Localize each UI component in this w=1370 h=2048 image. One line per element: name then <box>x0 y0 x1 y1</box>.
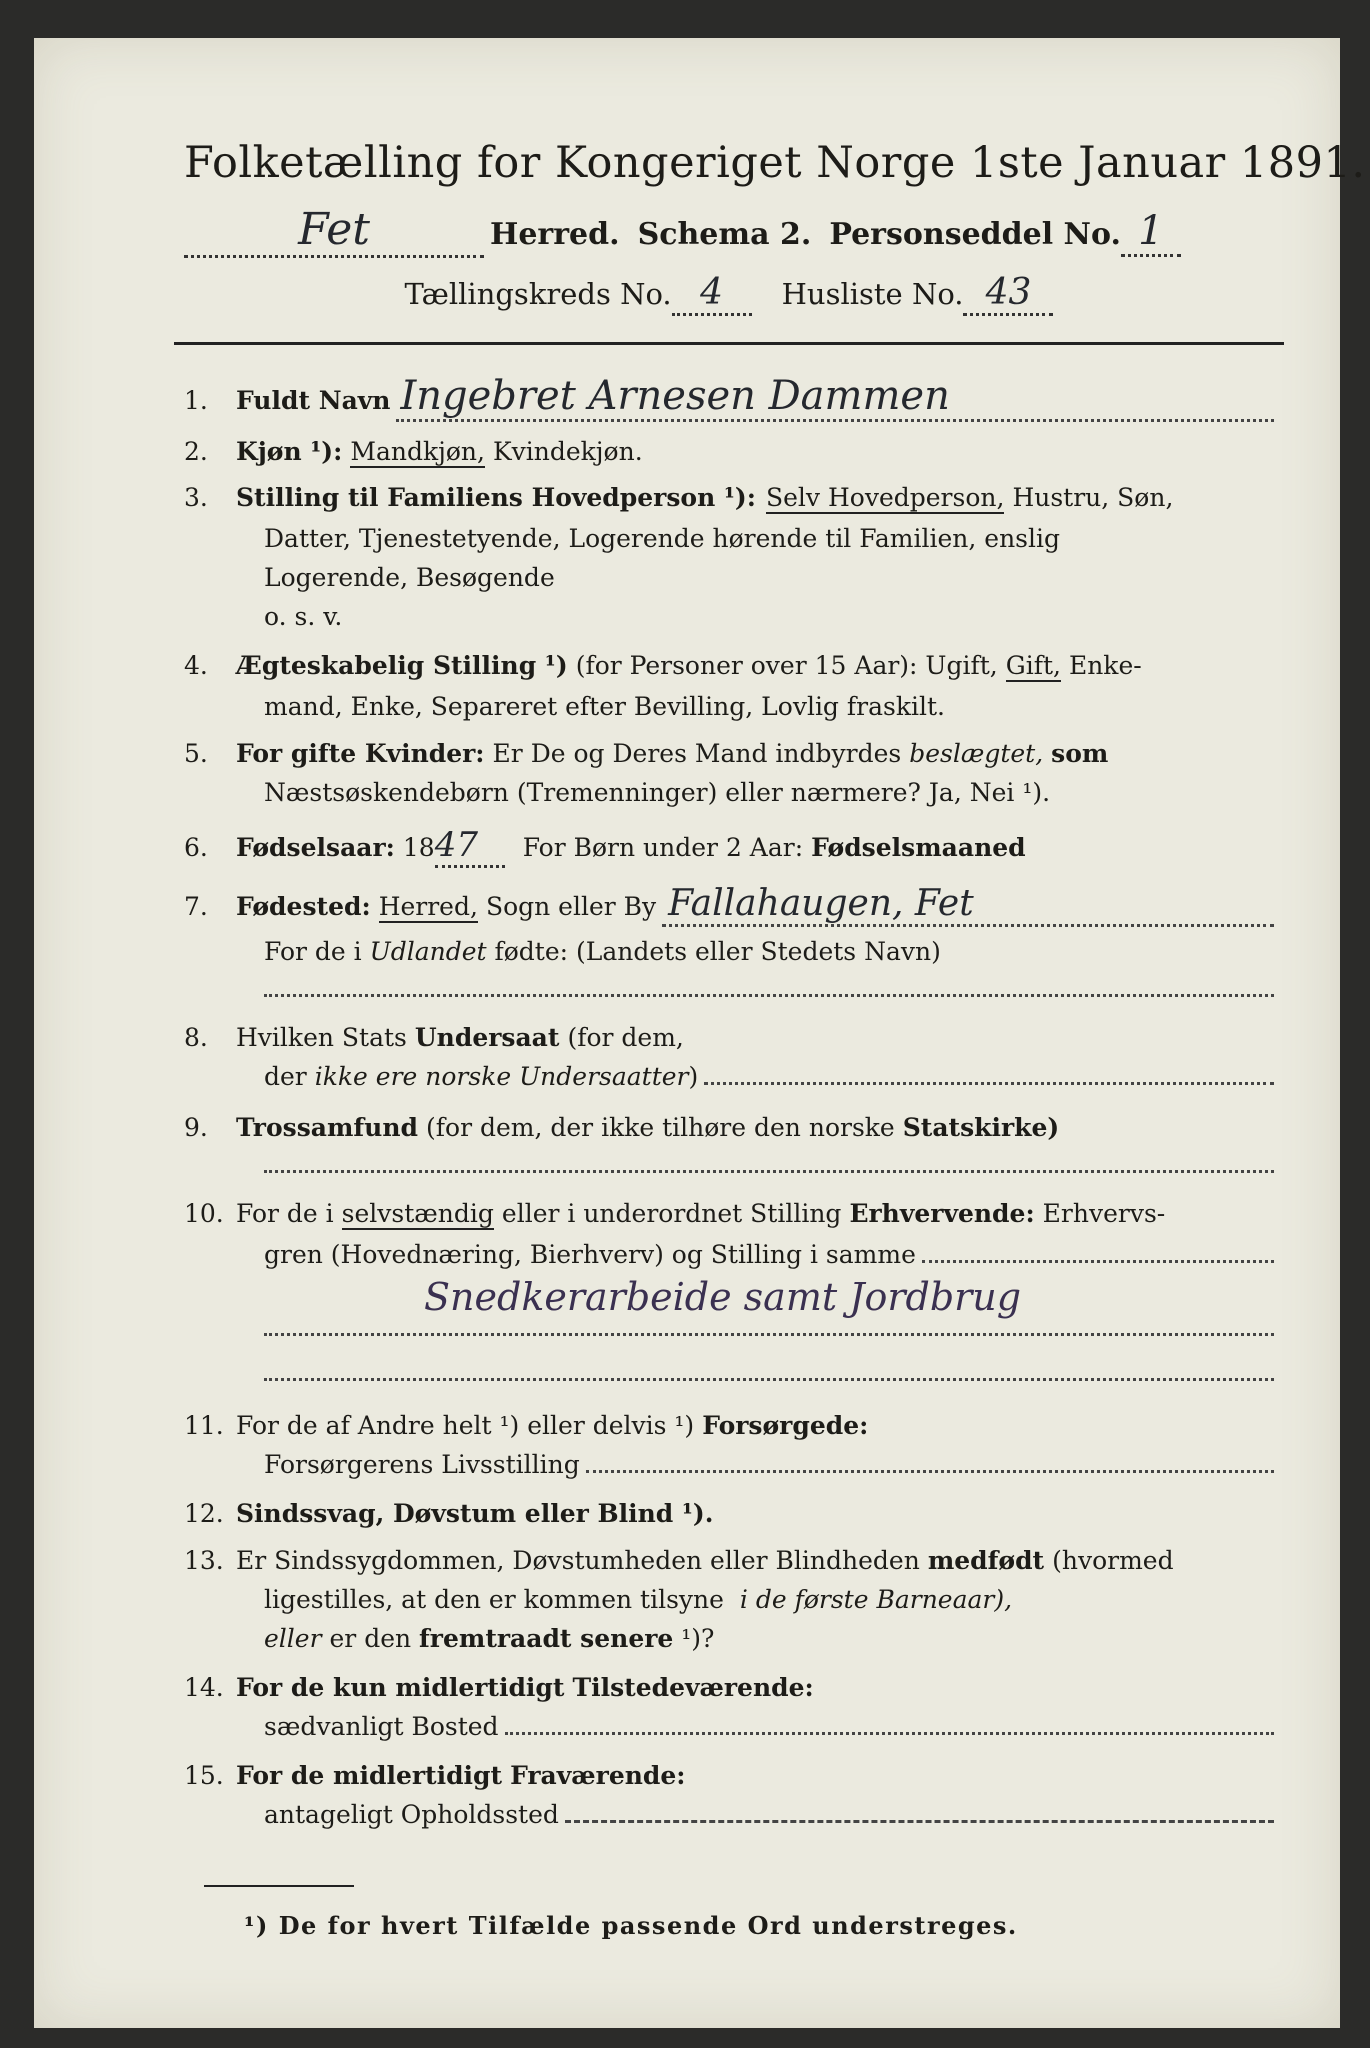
occupation-field-top[interactable] <box>922 1260 1274 1263</box>
absent-label: Fraværende: <box>510 1761 686 1790</box>
question-number: 2. <box>184 437 208 466</box>
present-text: For de kun midlertidigt <box>236 1673 565 1702</box>
question-number: 10. <box>184 1199 224 1228</box>
question-2 <box>184 437 1274 468</box>
marital-options-continued: mand, Enke, Separeret efter Bevilling, Lovlig fraskilt. <box>264 692 945 721</box>
married-women-text-end: som <box>1051 739 1109 768</box>
question-number: 12. <box>184 1499 224 1528</box>
congenital-text-2: (hvormed <box>1052 1546 1174 1575</box>
occupation-option-independent[interactable]: selvstændig <box>341 1199 494 1228</box>
congenital-cont2-c: ¹)? <box>681 1624 715 1653</box>
question-11 <box>184 1411 1274 1440</box>
question-number: 3. <box>184 483 208 512</box>
abroad-text-a: For de i <box>264 937 362 966</box>
question-list <box>184 373 1274 1829</box>
later-onset-label: fremtraadt senere <box>419 1624 674 1653</box>
household-options-continued-2: Logerende, Besøgende <box>264 563 555 592</box>
religion-text: (for dem, der ikke tilhøre den norske <box>426 1113 895 1142</box>
marital-options-text: Enke- <box>1068 651 1142 680</box>
present-label: Tilstedeværende: <box>572 1673 814 1702</box>
herred-field[interactable] <box>184 204 484 258</box>
herred-value: Fet <box>298 204 370 255</box>
supported-label: Forsørgede: <box>702 1411 869 1440</box>
question-number: 15. <box>184 1761 224 1790</box>
birth-year-label: Fødselsaar: <box>236 833 395 862</box>
occupation-value: Snedkerarbeide samt Jordbrug <box>424 1275 1022 1319</box>
question-9 <box>184 1113 1274 1142</box>
abroad-word: Udlandet <box>369 937 487 966</box>
marital-option-married[interactable]: Gift, <box>1005 651 1061 680</box>
question-number: 8. <box>184 1023 208 1052</box>
occupation-text-2: eller i underordnet Stilling <box>501 1199 842 1228</box>
supporter-line <box>184 1450 1274 1479</box>
question-6 <box>184 825 1274 868</box>
congenital-line-1 <box>184 1585 1274 1614</box>
question-number: 5. <box>184 739 208 768</box>
citizenship-line: der ikke ere norske Undersaatter ) <box>184 1062 1274 1091</box>
birth-year-value: 47 <box>434 825 478 865</box>
occupation-field[interactable] <box>264 1325 1274 1336</box>
birthplace-option-herred[interactable]: Herred, <box>378 892 478 921</box>
sex-option-male[interactable]: Mandkjøn, <box>350 437 485 466</box>
married-women-text: Er De og Deres Mand indbyrdes <box>492 739 902 768</box>
kreds-value: 4 <box>700 272 724 313</box>
full-name-label: Fuldt Navn <box>236 386 391 415</box>
question-8 <box>184 1023 1274 1052</box>
husliste-value: 43 <box>985 272 1032 313</box>
religion-field[interactable] <box>264 1162 1274 1173</box>
footnote: ¹) De for hvert Tilfælde passende Ord understreges. <box>244 1911 1018 1940</box>
birthplace-field[interactable] <box>662 883 1274 927</box>
usual-residence-field[interactable] <box>505 1732 1274 1735</box>
question-number: 7. <box>184 892 208 921</box>
household-option-head[interactable]: Selv Hovedperson, <box>765 483 1005 512</box>
question-number: 13. <box>184 1546 224 1575</box>
personseddel-value: 1 <box>1138 208 1164 254</box>
abroad-line <box>184 937 1274 966</box>
citizenship-text-2: (for dem, <box>567 1023 684 1052</box>
absent-text: For de midlertidigt <box>236 1761 503 1790</box>
birth-year-prefix: 18 <box>402 833 435 862</box>
kreds-label: Tællingskreds No. <box>404 277 672 311</box>
birth-month-text: For Børn under 2 Aar: <box>522 833 804 862</box>
state-church-label: Statskirke) <box>902 1113 1060 1142</box>
header-line-kreds <box>184 272 1274 316</box>
marital-status-text: (for Personer over 15 Aar): Ugift, <box>575 651 998 680</box>
census-form-sheet <box>34 38 1366 2028</box>
occupation-field-2[interactable] <box>264 1370 1274 1381</box>
household-options-etc: o. s. v. <box>264 602 343 631</box>
related-word: beslægtet, <box>909 739 1044 768</box>
occupation-text: For de i <box>236 1199 334 1228</box>
kreds-field[interactable] <box>672 272 752 316</box>
birthplace-options-text: Sogn eller By <box>485 892 657 921</box>
full-name-field[interactable] <box>396 373 1274 422</box>
sex-label: Kjøn ¹): <box>236 437 343 466</box>
question-1 <box>184 373 1274 422</box>
question-number: 14. <box>184 1673 224 1702</box>
question-12 <box>184 1499 1274 1528</box>
disability-label: Sindssvag, Døvstum eller Blind ¹). <box>236 1499 714 1528</box>
schema-label: Schema 2. <box>637 217 812 252</box>
congenital-line-2 <box>184 1624 1274 1653</box>
footnote-divider <box>204 1885 354 1887</box>
personseddel-label: Personseddel No. <box>829 217 1121 252</box>
probable-stay-label: antageligt Opholdssted <box>264 1800 559 1829</box>
birth-year-field[interactable] <box>435 825 505 868</box>
occupation-text-3: Erhvervs- <box>1042 1199 1166 1228</box>
occupation-label: Erhvervende: <box>849 1199 1035 1228</box>
question-number: 6. <box>184 833 208 862</box>
stay-line <box>184 1800 1274 1829</box>
question-15 <box>184 1761 1274 1790</box>
religion-label: Trossamfund <box>236 1113 419 1142</box>
residence-line <box>184 1712 1274 1741</box>
congenital-cont-italic: i de første Barneaar), <box>739 1585 1013 1614</box>
citizenship-cont-a: der <box>264 1062 307 1091</box>
full-name-value: Ingebret Arnesen Dammen <box>400 373 950 419</box>
citizenship-cont-italic: ikke ere norske Undersaatter <box>314 1062 689 1091</box>
question-number: 4. <box>184 651 208 680</box>
congenital-text: Er Sindssygdommen, Døvstumheden eller Blindheden <box>236 1546 920 1575</box>
husliste-label: Husliste No. <box>781 277 964 311</box>
supporter-occupation-field[interactable] <box>586 1470 1274 1473</box>
supporter-occupation-label: Forsørgerens Livsstilling <box>264 1450 580 1479</box>
herred-label: Herred. <box>490 217 620 252</box>
header-line-herred <box>184 204 1274 258</box>
married-women-continued: Næstsøskendebørn (Tremenninger) eller nærmere? Ja, Nei ¹). <box>264 778 1051 807</box>
congenital-cont2-a: er den <box>329 1624 412 1653</box>
husliste-field[interactable] <box>963 272 1053 316</box>
question-7 <box>184 883 1274 927</box>
question-14 <box>184 1673 1274 1702</box>
abroad-text-b: fødte: (Landets eller Stedets Navn) <box>494 937 941 966</box>
abroad-field[interactable] <box>264 986 1274 997</box>
citizenship-label: Undersaat <box>414 1023 560 1052</box>
household-options-text: Hustru, Søn, <box>1012 483 1174 512</box>
question-5 <box>184 739 1274 768</box>
form-title: Folketælling for Kongeriget Norge 1ste Januar 1891. <box>184 138 1366 188</box>
sex-option-female[interactable]: Kvindekjøn. <box>492 437 643 466</box>
married-women-label: For gifte Kvinder: <box>236 739 485 768</box>
question-4 <box>184 651 1274 682</box>
question-number: 11. <box>184 1411 224 1440</box>
question-number: 1. <box>184 386 208 415</box>
occupation-value-line[interactable] <box>184 1275 1274 1319</box>
birthplace-label: Fødested: <box>236 892 371 921</box>
occupation-line <box>184 1240 1274 1269</box>
citizenship-field[interactable] <box>704 1082 1274 1085</box>
header-divider <box>174 342 1284 345</box>
supported-text: For de af Andre helt ¹) eller delvis ¹) <box>236 1411 695 1440</box>
marital-status-label: Ægteskabelig Stilling ¹) <box>236 651 568 680</box>
question-13 <box>184 1546 1274 1575</box>
probable-stay-field[interactable] <box>565 1820 1274 1823</box>
congenital-cont-a: ligestilles, at den er kommen tilsyne <box>264 1585 724 1614</box>
form-content <box>184 138 1366 1940</box>
birth-month-label: Fødselsmaaned <box>811 833 1026 862</box>
congenital-cont2-italic: eller <box>264 1624 322 1653</box>
question-number: 9. <box>184 1113 208 1142</box>
occupation-cont: gren (Hovednæring, Bierhverv) og Stilling i samme <box>264 1240 916 1269</box>
birthplace-value: Fallahaugen, Fet <box>668 883 974 924</box>
citizenship-text: Hvilken Stats <box>236 1023 407 1052</box>
household-position-label: Stilling til Familiens Hovedperson ¹): <box>236 483 756 512</box>
question-10 <box>184 1199 1274 1230</box>
congenital-label: medfødt <box>927 1546 1045 1575</box>
household-options-continued: Datter, Tjenestetyende, Logerende hørende til Familien, enslig <box>264 524 1061 553</box>
personseddel-field[interactable] <box>1121 208 1181 257</box>
usual-residence-label: sædvanligt Bosted <box>264 1712 499 1741</box>
question-3 <box>184 483 1274 514</box>
